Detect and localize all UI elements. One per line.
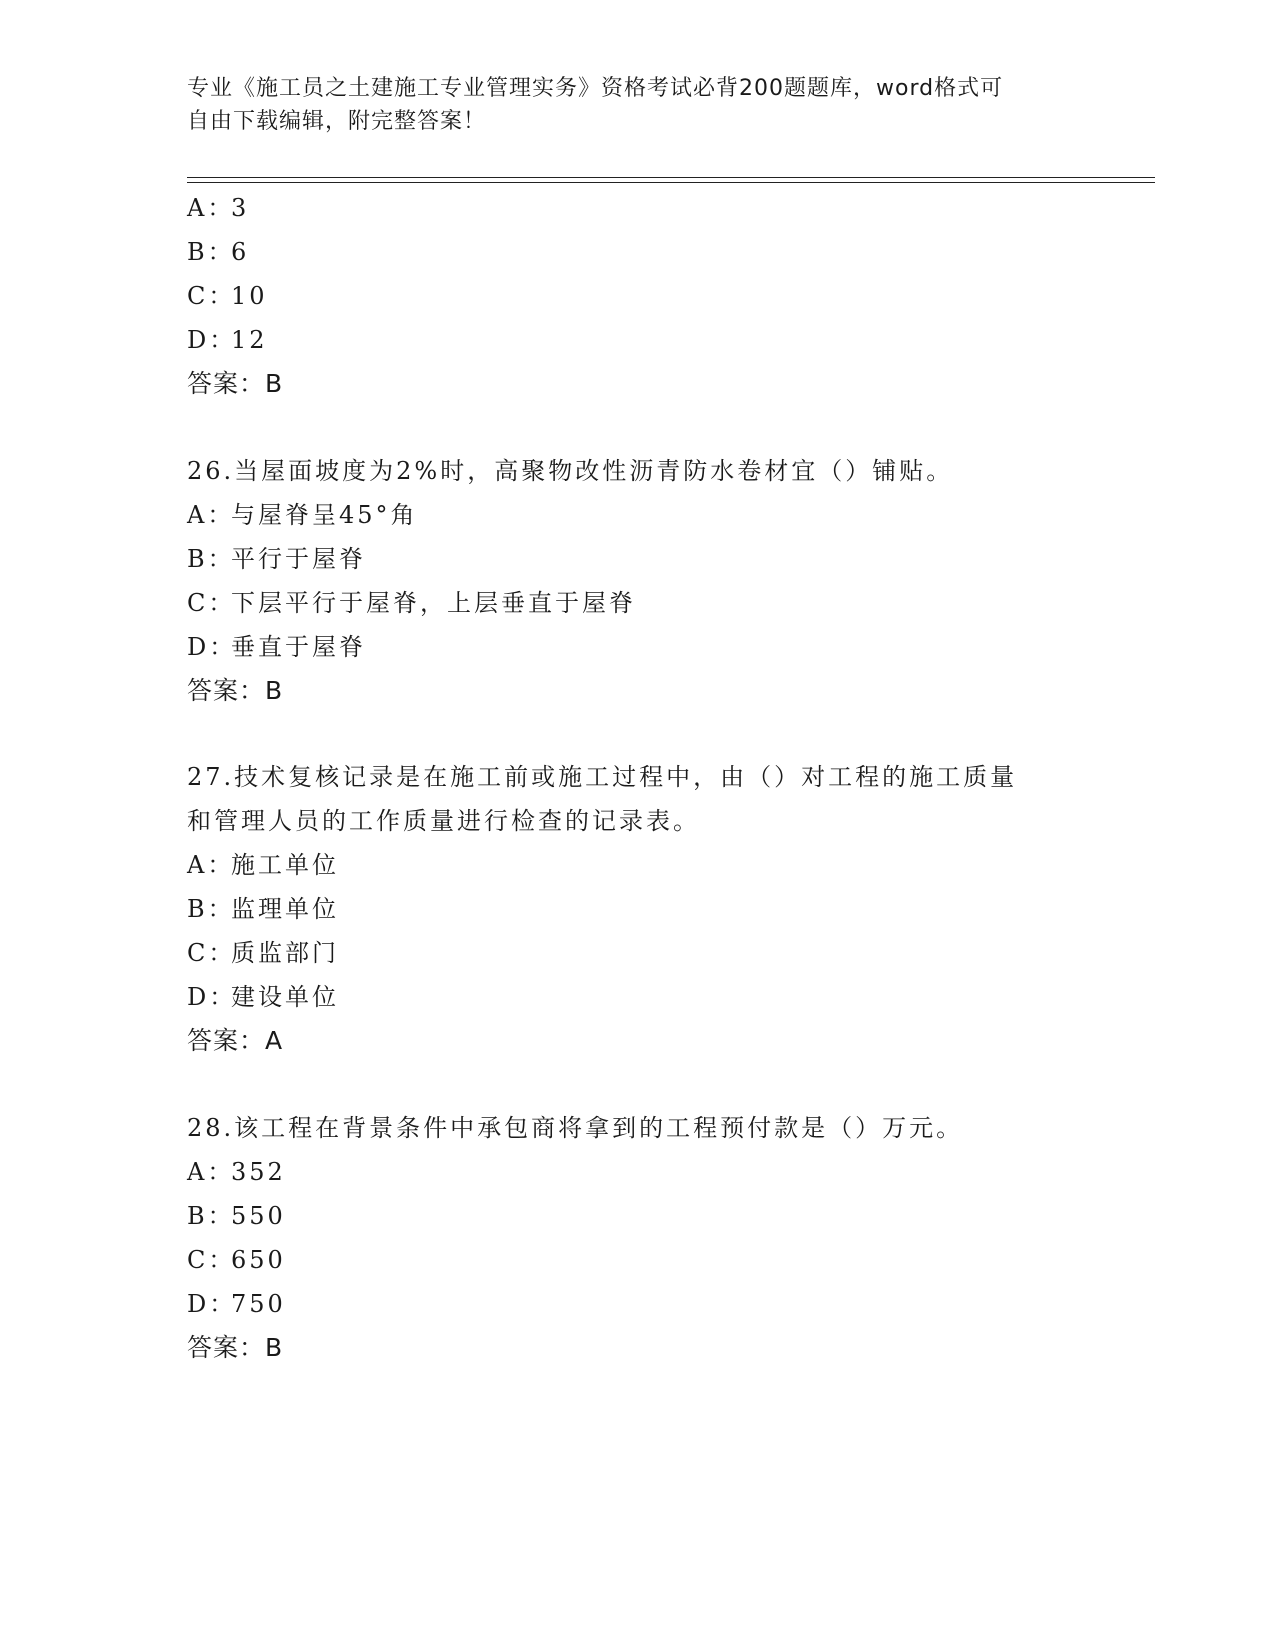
option-b: B：平行于屋脊 (187, 545, 366, 573)
header-divider-bottom (187, 182, 1155, 183)
answer: 答案：B (187, 369, 284, 398)
question-stem-continued: 和管理人员的工作质量进行检查的记录表。 (187, 807, 700, 835)
question-stem: 27.技术复核记录是在施工前或施工过程中，由（）对工程的施工质量 (187, 763, 1018, 791)
answer: 答案：B (187, 676, 284, 705)
answer: 答案：A (187, 1026, 284, 1055)
option-c: C：质监部门 (187, 939, 339, 967)
header-line-1: 专业《施工员之土建施工专业管理实务》资格考试必背200题题库，word格式可 (187, 76, 1004, 101)
option-d: D：750 (187, 1290, 286, 1318)
option-b: B：监理单位 (187, 895, 339, 923)
header-line-2: 自由下载编辑，附完整答案！ (187, 109, 487, 134)
option-c: C：10 (187, 282, 268, 310)
document-header (187, 72, 1087, 138)
option-d: D：12 (187, 326, 268, 354)
option-b: B：6 (187, 238, 250, 266)
option-c: C：650 (187, 1246, 286, 1274)
option-b: B：550 (187, 1202, 286, 1230)
question-stem: 28.该工程在背景条件中承包商将拿到的工程预付款是（）万元。 (187, 1114, 964, 1142)
header-divider-top (187, 177, 1155, 178)
option-a: A：施工单位 (187, 851, 339, 879)
answer: 答案：B (187, 1333, 284, 1362)
option-d: D：建设单位 (187, 983, 339, 1011)
option-a: A：与屋脊呈45°角 (187, 501, 418, 529)
question-stem: 26.当屋面坡度为2%时，高聚物改性沥青防水卷材宜（）铺贴。 (187, 457, 954, 485)
option-c: C：下层平行于屋脊，上层垂直于屋脊 (187, 589, 636, 617)
option-a: A：3 (187, 194, 250, 222)
option-d: D：垂直于屋脊 (187, 633, 366, 661)
option-a: A：352 (187, 1158, 286, 1186)
